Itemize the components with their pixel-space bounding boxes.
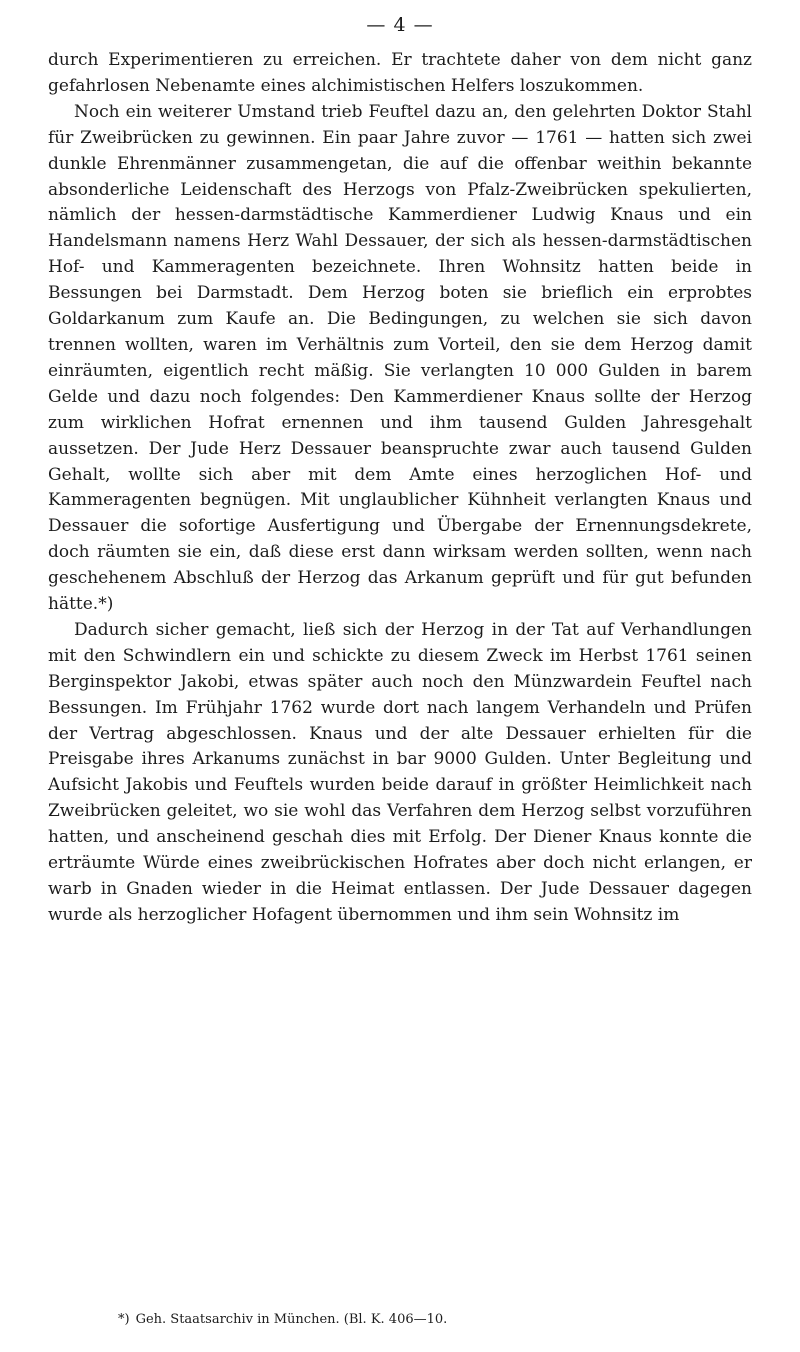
footnote-marker: *) (118, 1312, 130, 1327)
paragraph-2: Noch ein weiterer Umstand trieb Feuftel dazu an, den gelehrten Doktor Stahl für Zweibrücken zu gewinnen. Ein paar Jahre zuvor — 1761 — hatten sich zwei dunkle Ehrenmänner zusammengetan, die auf die offenbar weithin bekannte absonderliche Leidenschaft des Herzogs von Pfalz-Zweibrücken spekulierten, nämlich der hessen-darmstädtische Kammerdiener Ludwig Knaus und ein Handelsmann namens Herz Wahl Dessauer, der sich als hessen-darmstädtischen Hof- und Kammeragenten bezeichnete. Ihren Wohnsitz hatten beide in Bessungen bei Darmstadt. Dem Herzog boten sie brieflich ein erprobtes Goldarkanum zum Kaufe an. Die Bedingungen, zu welchen sie sich davon trennen wollten, waren im Verhältnis zum Vorteil, den sie dem Herzog damit einräumten, eigentlich recht mäßig. Sie verlangten 10 000 Gulden in barem Gelde und dazu noch folgendes: Den Kammerdiener Knaus sollte der Herzog zum wirklichen Hofrat ernennen und ihm tausend Gulden Jahresgehalt aussetzen. Der Jude Herz Dessauer beanspruchte zwar auch tausend Gulden Gehalt, wollte sich aber mit dem Amte eines herzoglichen Hof- und Kammeragenten begnügen. Mit unglaublicher Kühnheit verlangten Knaus und Dessauer die sofortige Ausfertigung und Übergabe der Ernennungsdekrete, doch räumten sie ein, daß diese erst dann wirksam werden sollten, wenn nach geschehenem Abschluß der Herzog das Arkanum geprüft und für gut befunden hätte.*) (48, 101, 752, 615)
page-number: — 4 — (366, 14, 434, 36)
footnote (118, 1311, 758, 1329)
paragraph-1: durch Experimentieren zu erreichen. Er trachtete daher von dem nicht ganz gefahrlosen Nebenamte eines alchimistischen Helfers loszukommen. (48, 50, 752, 96)
paragraph-3: Dadurch sicher gemacht, ließ sich der Herzog in der Tat auf Verhandlungen mit den Schwindlern ein und schickte zu diesem Zweck im Herbst 1761 seinen Berginspektor Jakobi, etwas später auch noch den Münzwardein Feuftel nach Bessungen. Im Frühjahr 1762 wurde dort nach langem Verhandeln und Prüfen der Vertrag abgeschlossen. Knaus und der alte Dessauer erhielten für die Preisgabe ihres Arkanums zunächst in bar 9000 Gulden. Unter Begleitung und Aufsicht Jakobis und Feuftels wurden beide darauf in größter Heimlichkeit nach Zweibrücken geleitet, wo sie wohl das Verfahren dem Herzog selbst vorzuführen hatten, und anscheinend geschah dies mit Erfolg. Der Diener Knaus konnte die erträumte Würde eines zweibrückischen Hofrates aber doch nicht erlangen, er warb in Gnaden wieder in die Heimat entlassen. Der Jude Dessauer dagegen wurde als herzoglicher Hofagent übernommen und ihm sein Wohnsitz im (48, 619, 752, 925)
footnote-text: Geh. Staatsarchiv in München. (Bl. K. 406—10. (135, 1312, 448, 1327)
body-text (48, 48, 752, 929)
